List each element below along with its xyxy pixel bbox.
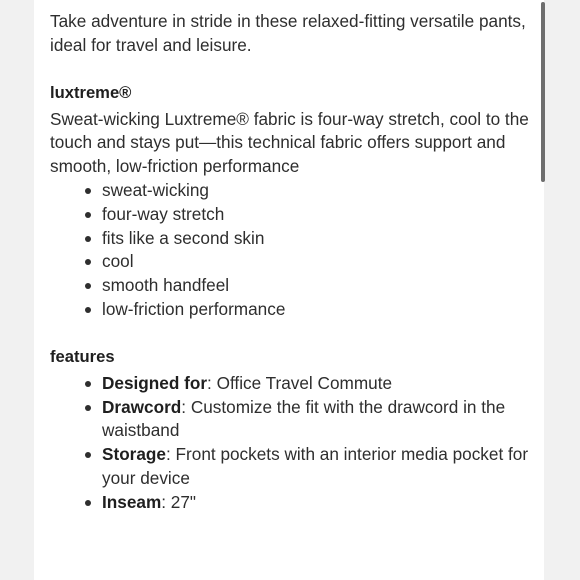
product-description-panel — [34, 0, 544, 580]
list-item: low-friction performance — [102, 298, 538, 322]
list-item: fits like a second skin — [102, 227, 538, 251]
feature-name: Inseam — [102, 491, 162, 512]
features-list — [50, 372, 538, 515]
vertical-scrollbar[interactable] — [540, 0, 546, 580]
list-item: four-way stretch — [102, 203, 538, 227]
list-item: sweat-wicking — [102, 179, 538, 203]
list-item: cool — [102, 250, 538, 274]
description-body — [50, 10, 538, 515]
feature-item-designed-for — [102, 372, 538, 396]
feature-text: : Front pockets with an interior media pocket for your device — [102, 444, 529, 488]
feature-name: Storage — [102, 444, 166, 465]
list-item: smooth handfeel — [102, 274, 538, 298]
feature-item-inseam — [102, 491, 538, 515]
scrollbar-thumb[interactable] — [541, 2, 545, 182]
feature-item-drawcord — [102, 396, 538, 444]
features-heading: features — [50, 346, 115, 366]
feature-name: Drawcord — [102, 396, 182, 417]
fabric-heading: luxtreme® — [50, 82, 132, 102]
feature-item-storage — [102, 443, 538, 491]
intro-paragraph: Take adventure in stride in these relaxed-fitting versatile pants, ideal for travel and leisure. — [50, 11, 526, 55]
feature-text: : Office Travel Commute — [207, 372, 393, 393]
fabric-description: Sweat-wicking Luxtreme® fabric is four-way stretch, cool to the touch and stays put—this technical fabric offers support and smooth, low-friction performance — [50, 108, 529, 177]
feature-text: : Customize the fit with the drawcord in the waistband — [102, 396, 506, 441]
feature-text: : 27" — [161, 491, 197, 512]
feature-name: Designed for — [102, 372, 208, 393]
fabric-benefits-list — [50, 179, 538, 322]
